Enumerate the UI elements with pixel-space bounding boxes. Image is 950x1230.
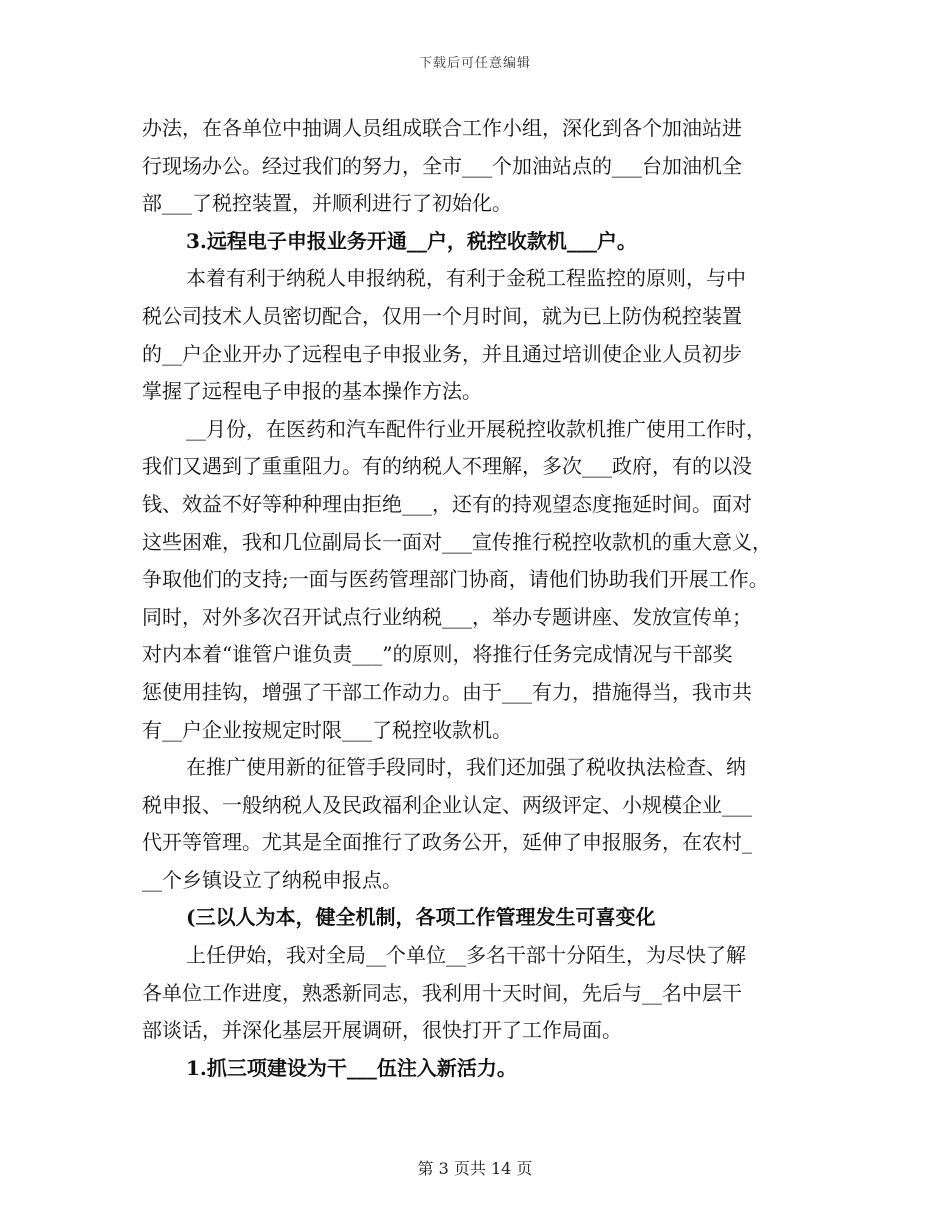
text-line: 部谈话，并深化基层开展调研，很快打开了工作局面。: [142, 1018, 622, 1043]
text-line: 办法，在各单位中抽调人员组成联合工作小组，深化到各个加油站进: [142, 116, 742, 140]
page-footer: 第 3 页共 14 页: [417, 1159, 533, 1178]
section-heading: (三以人为本，健全机制，各项工作管理发生可喜变化: [186, 905, 656, 930]
document-body: [142, 110, 810, 1087]
text-line: 代开等管理。尤其是全面推行了政务公开，延伸了申报服务，在农村_: [142, 830, 752, 855]
text-line: 行现场办公。经过我们的努力，全市___个加油站点的___台加油机全: [142, 153, 742, 178]
text-line: 钱、效益不好等种种理由拒绝___，还有的持观望态度拖延时间。面对: [142, 491, 752, 516]
text-line: 的__户企业开办了远程电子申报业务，并且通过培训使企业人员初步: [142, 341, 742, 366]
text-line: 税公司技术人员密切配合，仅用一个月时间，就为已上防伪税控装置: [142, 303, 742, 328]
text-line: 我们又遇到了重重阻力。有的纳税人不理解，多次___政府，有的以没: [142, 454, 752, 479]
text-line: 税申报、一般纳税人及民政福利企业认定、两级评定、小规模企业___: [142, 792, 752, 817]
text-line: __月份，在医药和汽车配件行业开展税控收款机推广使用工作时，: [186, 416, 766, 441]
text-line: 有__户企业按规定时限___了税控收款机。: [142, 717, 512, 742]
text-line: 本着有利于纳税人申报纳税，有利于金税工程监控的原则，与中: [186, 266, 746, 291]
text-line: 对内本着“谁管户谁负责___”的原则，将推行任务完成情况与干部奖: [142, 642, 733, 667]
page-header: 下载后可任意编辑: [418, 56, 531, 71]
text-line: __个乡镇设立了纳税申报点。: [142, 867, 402, 892]
text-line: 同时，对外多次召开试点行业纳税___，举办专题讲座、发放宣传单；: [142, 604, 752, 629]
text-line: 各单位工作进度，熟悉新同志，我利用十天时间，先后与__名中层干: [142, 980, 742, 1005]
text-line: 掌握了远程电子申报的基本操作方法。: [142, 379, 482, 404]
text-line: 在推广使用新的征管手段同时，我们还加强了税收执法检查、纳: [186, 755, 746, 780]
text-line: 争取他们的支持;一面与医药管理部门协商，请他们协助我们开展工作。: [142, 567, 769, 592]
text-line: 部___了税控装置，并顺利进行了初始化。: [142, 191, 512, 216]
text-line: 上任伊始，我对全局__个单位__多名干部十分陌生，为尽快了解: [186, 943, 746, 968]
section-heading: 1.抓三项建设为干___伍注入新活力。: [186, 1055, 517, 1080]
text-line: 这些困难，我和几位副局长一面对___宣传推行税控收款机的重大意义，: [142, 529, 772, 554]
text-line: 惩使用挂钩，增强了干部工作动力。由于___有力，措施得当，我市共: [142, 679, 752, 704]
section-heading: 3.远程电子申报业务开通__户，税控收款机___户。: [186, 228, 637, 253]
